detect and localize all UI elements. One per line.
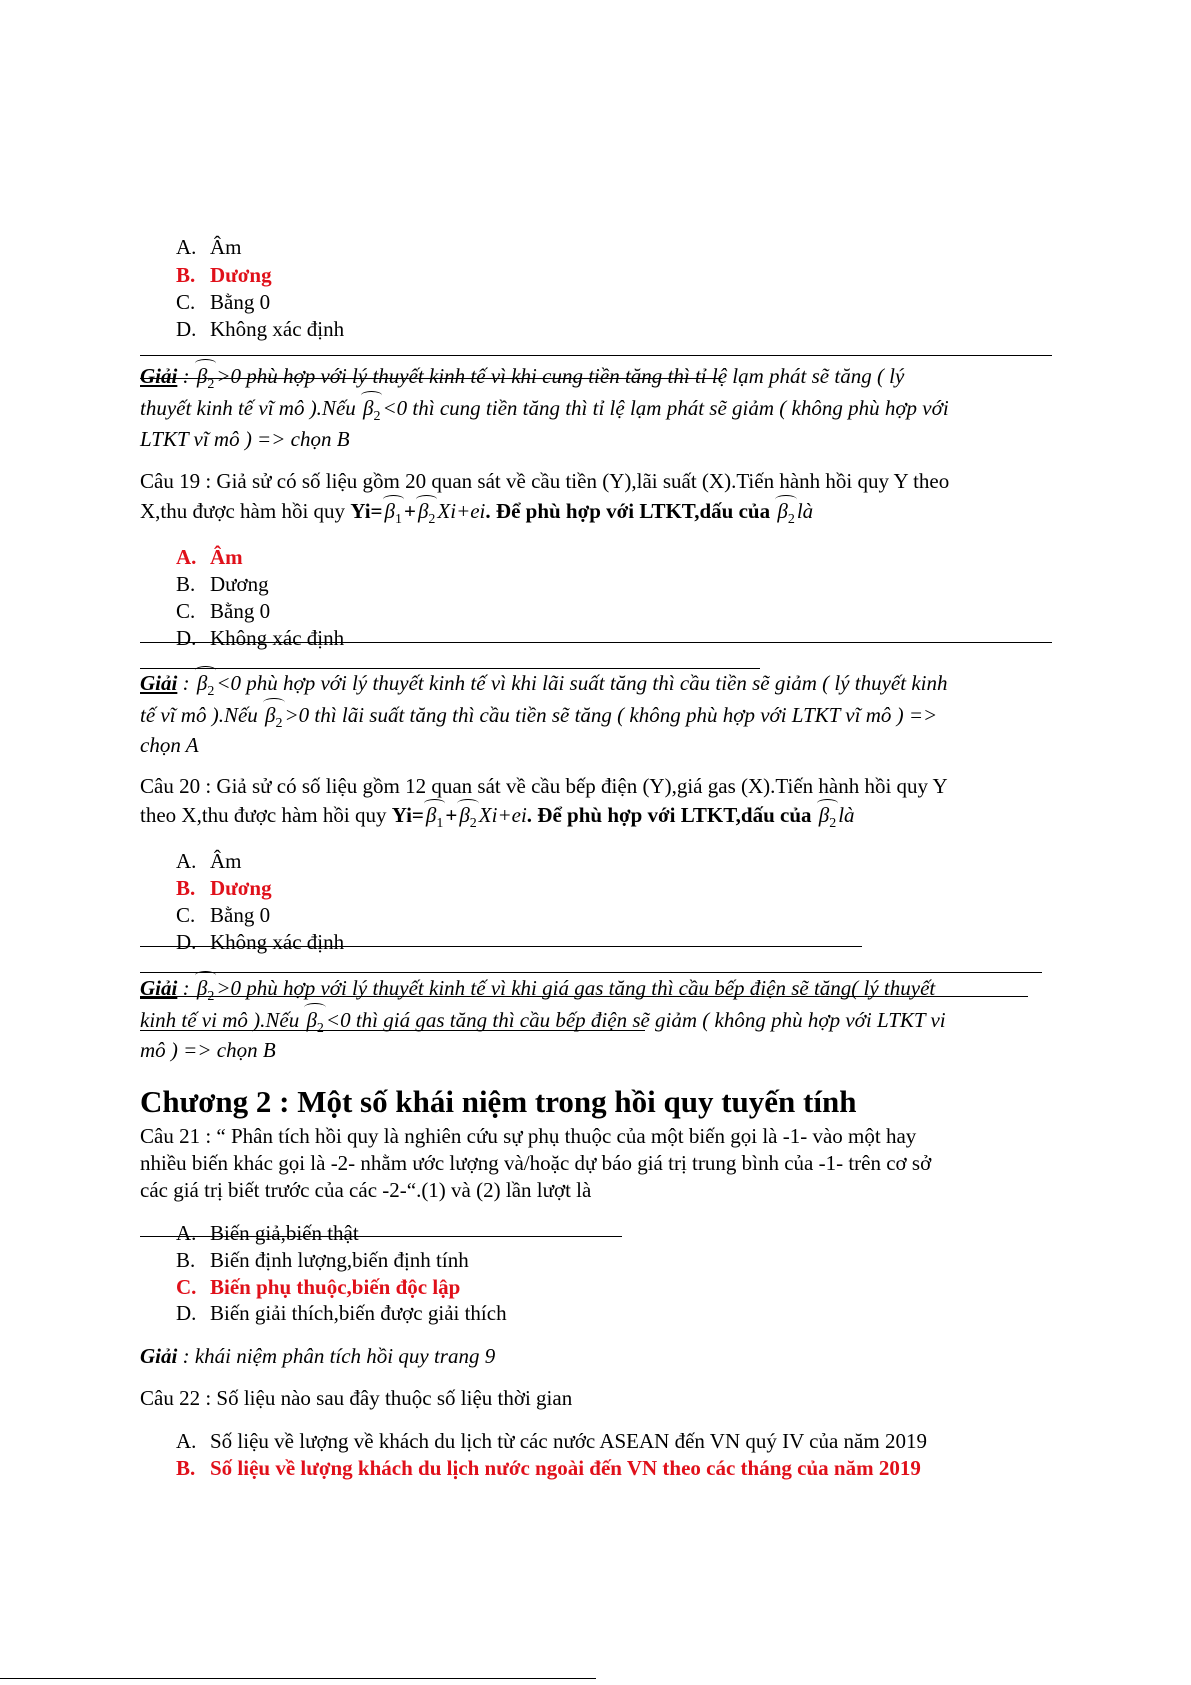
q21-solution: Giải : khái niệm phân tích hồi quy trang 9 [140,1344,496,1368]
beta2-hat: $\beta_2$ [817,801,838,838]
q19-option-d: D. Không xác định [176,626,345,650]
beta2-hat: $\beta_2$ [775,497,796,534]
beta2-hat: $\beta_2$ [263,700,284,739]
q20-question-line2: theo X,thu được hàm hồi quy $Yi=\beta_1+\beta_2Xi+ei$. Để phù hợp với LTKT,dấu của $\beta_2là$ [140,801,855,838]
q18-option-d: D. Không xác định [176,317,345,341]
q19-option-b: B. Dương [176,572,269,596]
q19-solution-line1: Giải : $\beta_2<0$ phù hợp với lý thuyết kinh tế vì khi lãi suất tăng thì cầu tiền sẽ giảm ( lý thuyết kinh [140,668,948,707]
beta2-hat: $\beta_2$ [195,361,216,400]
divider [140,355,1052,356]
q21-option-a: A. Biến giả,biến thật [176,1221,359,1245]
q18-solution-line1: Giải : $\beta_2>0$ phù hợp với lý thuyết kinh tế vì khi cung tiền tăng thì tỉ lệ lạm phát sẽ tăng ( lý [140,361,904,400]
q20-solution-line2: kinh tế vi mô ).Nếu $\beta_2<0$ thì giá gas tăng thì cầu bếp điện sẽ giảm ( không phù hợp với LTKT vi [140,1005,946,1044]
divider [140,642,1052,643]
q19-solution-line3: chọn A [140,733,199,757]
q20-solution-line1: Giải : $\beta_2>0$ phù hợp với lý thuyết kinh tế vì khi giá gas tăng thì cầu bếp điện sẽ tăng( lý thuyết [140,973,935,1012]
beta1-hat: $\beta_1$ [424,801,445,838]
beta2-hat: $\beta_2$ [361,393,382,432]
strike-line [140,1030,645,1031]
beta1-hat: $\beta_1$ [383,497,404,534]
beta2-hat: $\beta_2$ [457,801,478,838]
q19-question-line1: Câu 19 : Giả sử có số liệu gồm 20 quan sát về cầu tiền (Y),lãi suất (X).Tiến hành hồi quy Y theo [140,469,950,493]
q20-option-c: C. Bằng 0 [176,903,271,927]
beta2-hat: $\beta_2$ [304,1005,325,1044]
strike-line [140,996,1028,997]
q19-question-line2: X,thu được hàm hồi quy $Yi=\beta_1+\beta_2Xi+ei$. Để phù hợp với LTKT,dấu của $\beta_2là$ [140,497,813,534]
q21-option-b: B. Biến định lượng,biến định tính [176,1248,469,1272]
q21-question-line2: nhiều biến khác gọi là -2- nhằm ước lượng và/hoặc dự báo giá trị trung bình của -1- trên cơ sở [140,1151,932,1175]
strike-line [140,378,722,379]
q18-option-a: A. Âm [176,235,242,259]
divider [140,1236,622,1237]
q20-question-line1: Câu 20 : Giả sử có số liệu gồm 12 quan sát về cầu bếp điện (Y),giá gas (X).Tiến hành hồi quy Y [140,774,948,798]
q18-solution-line2: thuyết kinh tế vĩ mô ).Nếu $\beta_2<0$ thì cung tiền tăng thì tỉ lệ lạm phát sẽ giảm ( không phù hợp với [140,393,949,432]
q20-option-a: A. Âm [176,849,242,873]
beta2-hat: $\beta_2$ [195,668,216,707]
q20-option-d: D. Không xác định [176,930,345,954]
q21-option-c: C. Biến phụ thuộc,biến độc lập [176,1275,461,1299]
q18-option-b: B. Dương [176,263,272,287]
divider [140,946,862,947]
chapter-heading: Chương 2 : Một số khái niệm trong hồi quy tuyến tính [140,1084,857,1119]
q22-question-line1: Câu 22 : Số liệu nào sau đây thuộc số liệu thời gian [140,1386,573,1410]
beta2-hat: $\beta_2$ [416,497,437,534]
beta2-hat: $\beta_2$ [195,973,216,1012]
q22-option-b: B. Số liệu về lượng khách du lịch nước ngoài đến VN theo các tháng của năm 2019 [176,1456,921,1480]
q18-option-c: C. Bằng 0 [176,290,271,314]
q19-option-a: A. Âm [176,545,243,569]
q21-option-d: D. Biến giải thích,biến được giải thích [176,1301,507,1325]
q21-question-line1: Câu 21 : “ Phân tích hồi quy là nghiên cứu sự phụ thuộc của một biến gọi là -1- vào một hay [140,1124,917,1148]
q22-option-a: A. Số liệu về lượng về khách du lịch từ các nước ASEAN đến VN quý IV của năm 2019 [176,1429,927,1453]
q20-solution-line3: mô ) => chọn B [140,1038,276,1062]
q20-option-b: B. Dương [176,876,272,900]
q21-question-line3: các giá trị biết trước của các -2-“.(1) và (2) lần lượt là [140,1178,592,1202]
q19-option-c: C. Bằng 0 [176,599,271,623]
page-bottom-rule [0,1678,596,1679]
q18-solution-line3: LTKT vĩ mô ) => chọn B [140,427,350,451]
q19-solution-line2: tế vĩ mô ).Nếu $\beta_2>0$ thì lãi suất tăng thì cầu tiền sẽ tăng ( không phù hợp với LTKT vĩ mô ) => [140,700,937,739]
